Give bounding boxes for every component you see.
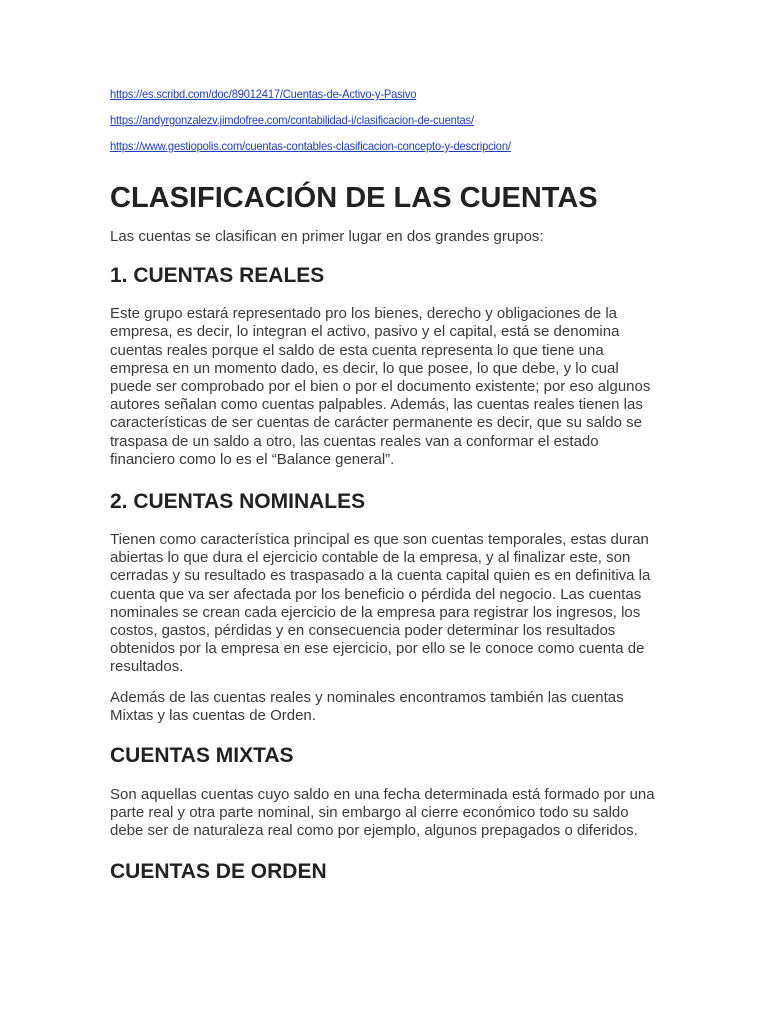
heading-cuentas-de-orden: CUENTAS DE ORDEN bbox=[110, 859, 327, 883]
reference-link-scribd[interactable]: https://es.scribd.com/doc/89012417/Cuentas-de-Activo-y-Pasivo bbox=[110, 87, 417, 101]
paragraph-otras-cuentas: Además de las cuentas reales y nominales encontramos también las cuentas Mixtas y las cuentas de Orden. bbox=[110, 688, 624, 724]
reference-link-jimdofree[interactable]: https://andyrgonzalezv.jimdofree.com/contabilidad-i/clasificacion-de-cuentas/ bbox=[110, 113, 474, 127]
paragraph-cuentas-nominales: Tienen como característica principal es que son cuentas temporales, estas duran abiertas lo que dura el ejercicio contable de la empresa, y al finalizar este, son cerradas y su resultado es traspasado a la cuenta capital quien es en definitiva la cuenta que va ser afectada por los beneficio o pérdida del negocio. Las cuentas nominales se crean cada ejercicio de la empresa para registrar los ingresos, los costos, gastos, pérdidas y en consecuencia poder determinar los resultados obtenidos por la empresa en ese ejercicio, por ello se le conoce como cuenta de resultados. bbox=[110, 531, 651, 676]
heading-cuentas-mixtas: CUENTAS MIXTAS bbox=[110, 744, 294, 768]
paragraph-cuentas-mixtas: Son aquellas cuentas cuyo saldo en una fecha determinada está formado por una parte real y otra parte nominal, sin embargo al cierre económico todo su saldo debe ser de naturaleza real como por ejemplo, algunos prepagados o diferidos. bbox=[110, 786, 655, 840]
reference-link-gestiopolis[interactable]: https://www.gestiopolis.com/cuentas-contables-clasificacion-concepto-y-descripcion/ bbox=[110, 139, 511, 153]
paragraph-cuentas-reales: Este grupo estará representado pro los bienes, derecho y obligaciones de la empresa, es decir, lo integran el activo, pasivo y el capital, está se denomina cuentas reales porque el saldo de esta cuenta representa lo que tiene una empresa en un momento dado, es decir, lo que posee, lo que debe, y lo cual puede ser comprobado por el bien o por el documento existente; por eso algunos autores señalan como cuentas palpables. Además, las cuentas reales tienen las características de ser cuentas de carácter permanente es decir, que su saldo se traspasa de un saldo a otro, las cuentas reales van a conformar el estado financiero como lo es el “Balance general”. bbox=[110, 305, 651, 468]
heading-cuentas-reales: 1. CUENTAS REALES bbox=[110, 264, 325, 288]
heading-cuentas-nominales: 2. CUENTAS NOMINALES bbox=[110, 490, 366, 514]
document-page bbox=[110, 86, 660, 885]
document-title: CLASIFICACIÓN DE LAS CUENTAS bbox=[110, 182, 598, 214]
intro-paragraph: Las cuentas se clasifican en primer lugar en dos grandes grupos: bbox=[110, 228, 544, 245]
